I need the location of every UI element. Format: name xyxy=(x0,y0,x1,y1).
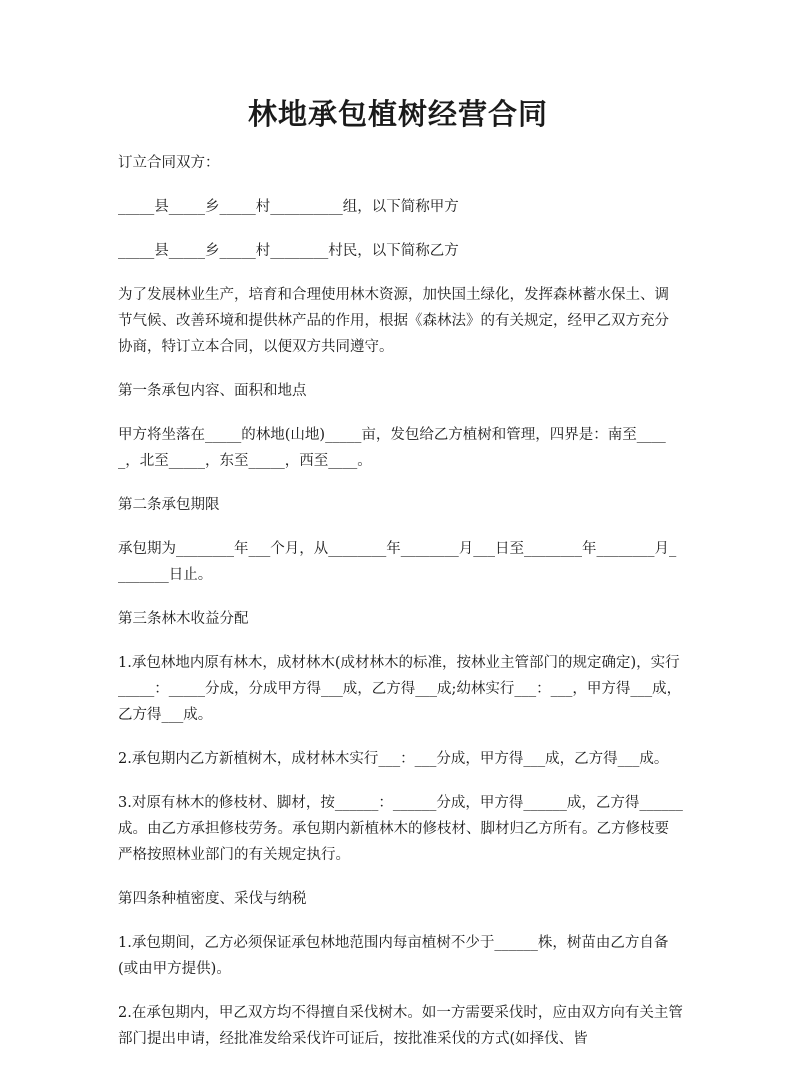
article-1-heading: 第一条承包内容、面积和地点 xyxy=(118,383,307,399)
preamble-paragraph: 为了发展林业生产，培育和合理使用林木资源，加快国土绿化，发挥森林蓄水保土、调节气候、改善环境和提供林产品的作用，根据《森林法》的有关规定，经甲乙双方充分协商，特订立本合同，以便双方共同遵守。 xyxy=(118,287,669,355)
article-4-clause-1: 1.承包期间，乙方必须保证承包林地范围内每亩植树不少于______株，树苗由乙方自备(或由甲方提供)。 xyxy=(118,935,669,977)
article-4-clause-2: 2.在承包期内，甲乙双方均不得擅自采伐树木。如一方需要采伐时，应由双方向有关主管部门提出申请，经批准发给采伐许可证后，按批准采伐的方式(如择伐、皆 xyxy=(118,1005,683,1047)
article-3-clause-3: 3.对原有林木的修枝材、脚材，按______：______分成，甲方得______成，乙方得______成。由乙方承担修枝劳务。承包期内新植林木的修枝材、脚材归乙方所有。乙方修枝要严格按照林业部门的有关规定执行。 xyxy=(118,795,683,863)
parties-heading: 订立合同双方： xyxy=(118,155,220,171)
article-2-heading: 第二条承包期限 xyxy=(118,497,220,513)
article-3-heading: 第三条林木收益分配 xyxy=(118,611,249,627)
party-a-line: _____县_____乡_____村__________组，以下简称甲方 xyxy=(118,199,459,215)
article-3-clause-1: 1.承包林地内原有林木，成材林木(成材林木的标准，按林业主管部门的规定确定)，实行_____：_____分成，分成甲方得___成，乙方得___成;幼林实行___：___，甲方得___成，乙方得___成。 xyxy=(118,655,682,723)
document-body xyxy=(118,150,683,1070)
article-1-text: 甲方将坐落在_____的林地(山地)_____亩，发包给乙方植树和管理，四界是：南至_____，北至_____，东至_____，西至____。 xyxy=(118,427,666,469)
document-title: 林地承包植树经营合同 xyxy=(247,97,548,131)
article-2-text: 承包期为________年___个月，从________年________月___日至________年________月________日止。 xyxy=(118,541,677,583)
article-3-clause-2: 2.承包期内乙方新植树木，成材林木实行___：___分成，甲方得___成，乙方得___成。 xyxy=(118,751,669,767)
party-b-line: _____县_____乡_____村________村民，以下简称乙方 xyxy=(118,243,459,259)
article-4-heading: 第四条种植密度、采伐与纳税 xyxy=(118,891,307,907)
